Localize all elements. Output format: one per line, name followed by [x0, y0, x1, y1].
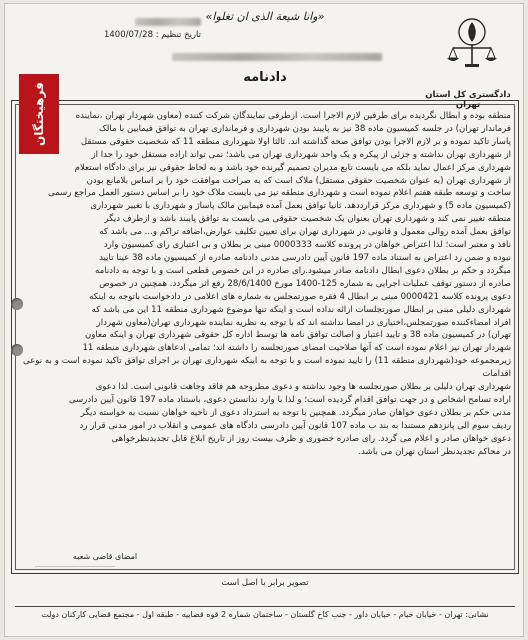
body-line: نافذ و معتبر است؛ لذا اعتراض خواهان در پرونده کلاسه 0000333 مبنی بر بطلان و بی اعتباری رای کمیسیون وارد [103, 240, 511, 251]
body-line: تهران) در کمیسیون ماده 38 و تایید اعتبار و اصالت توافق نامه ها توسط اداره کل حقوقی شهرداری تهران و اینکه معاون [84, 330, 511, 341]
document-page [4, 3, 524, 637]
footer-address: نشانی: تهران - خیابان خیام - خیابان داور - جنب کاخ گلستان - ساختمان شماره 2 قوه قضاییه - طبقه اول - مجتمع قضایی کارکنان دولت [41, 610, 489, 619]
body-line: اراده تسامح اشخاص و در جهت توافق اقدام گردیده است؛ و لذا با وارد ندانستن دعوی، باستناد ماده 197 قانون آیین دادرسی [68, 394, 511, 405]
body-line: شهرداری مرکز اعمال نماید بلکه می بایست تابع مدیران تصمیم گیرنده خود باشد و به لحاظ حقوقی نیز برای دادگاه استعلام [74, 162, 511, 173]
body-line: (کمیسیون ماده 5) و شهرداری مرکز قرارددهد. ثانیا توافق بعمل آمده فیمابین مالک پاساژ و شهرداری با تغییر شهرداری [90, 201, 511, 212]
body-line: در محاکم تجدیدنظر استان تهران می باشد. [358, 446, 511, 457]
body-line: مدنی حکم بر بطلان دعوی خواهان صادر میگردد. همچنین با توجه به استرداد دعوی از ناحیه خواهان نسبت به خواسته دیگر [80, 407, 511, 418]
scales-of-justice-icon [443, 12, 501, 70]
judiciary-name: دادگستری کل استان تهران [425, 90, 511, 110]
watermark-logo: فرهیختگان [19, 74, 59, 154]
body-line: صادره از دستور توقف عملیات اجرایی به شماره 125-1400 مورخ 28/6/1400 رفع اثر میگردد. همچنین در خصوص [99, 278, 511, 289]
certified-copy-note: تصویر برابر با اصل است [221, 578, 309, 588]
date-line [41, 29, 201, 42]
punch-hole [11, 344, 23, 356]
date-label: تاریخ تنظیم : [155, 30, 201, 40]
body-line: زیرمجموعه خود(شهرداری منطقه 11) را تایید نموده است و با توجه به اینکه شهرداری تهران بر اجرای توافق تاکید نموده است و به نوعی اقدامات [23, 356, 511, 380]
punch-hole [11, 298, 23, 310]
body-line: افراد امضاءکننده صورتمجلس،اختیاری در امضا نداشته اند که با توجه به نظریه نماینده شهرداری تهران(معاون شهردار [96, 317, 511, 328]
body-line: فرماندار تهران) در جلسه کمیسیون ماده 38 نیز به پایبند بودن شهرداری و فرمانداری تهران به توافق فیمابین با مالک [99, 123, 511, 134]
body-line: نبوده و ضمن رد اعتراض به استناد ماده 197 قانون آیین دادرسی مدنی دادنامه صادره از کمیسیون ماده 38 عینا تایید [99, 252, 511, 263]
body-line: منطقه تغییر نمی کند و شهرداری تهران بعنوان یک شخصیت حقوقی می بایست به توافق پایبند باشد و ازطرف دیگر [104, 214, 511, 225]
body-line: شهرداری تهران دلیلی بر بطلان صورتجلسه ها وجود نداشته و دعوی مطروحه هم فاقد وجاهت قانونی است. لذا دعوی [95, 382, 511, 393]
judge-signature-line: امضای قاضی شعبه [72, 552, 138, 561]
footer-divider [15, 606, 515, 607]
body-line: دعوی خواهان صادر و اعلام می گردد. رای صادره حضوری و ظرف بیست روز از تاریخ ابلاغ قابل تجدیدنظرخواهی [111, 433, 511, 444]
body-line: منطقه بوده و ابطال نگردیده برای طرفین لازم الاجرا است. ازطرفی نمایندگان شرکت کننده (معاون شهردار تهران ،نماینده [75, 111, 511, 121]
body-line: توافق بعمل آمده روالی معمول و قانونی در شهرداری تهران برای تعیین تکلیف عوارض،اضافه تراکم و... می باشد که [99, 227, 511, 238]
body-line: از شهرداری تهران (به عنوان شخصیت حقوقی مستقل) ملاک است که به صراحت موافقت خود را بر اساس بلامانع بودن [86, 175, 511, 186]
verdict-body [23, 110, 511, 542]
body-line: از شهرداری تهران نداشته و جزئی از پیکره و یک واحد شهرداری تهران می باشد؛ نمی تواند اراده مستقل خود را جدا از [91, 149, 511, 160]
document-title: دادنامه [243, 70, 287, 85]
body-line: ردیف سوم الی پانزدهم مستندا به بند ب ماده 107 قانون آیین دادرسی دادگاه های عمومی و انقلاب در امور مدنی قرار رد [79, 420, 511, 431]
body-line: ساخت و توسعه طبقه هفتم اعلام نموده است و شهرداری منطقه نیز می بایست ملاک خود را بر اساس دستور العمل مراجع رسمی [48, 188, 511, 199]
redacted-branch-text [172, 53, 382, 61]
date-block [41, 16, 201, 42]
date-value: 1400/07/28 [103, 30, 153, 40]
redacted-reference [41, 16, 201, 29]
body-line: میگردد و حکم بر بطلان دعوی ابطال دادنامه صادر میشود.رای صادره در این خصوص قطعی است و با توجه به دادنامه [95, 265, 511, 276]
body-line: دعوی پرونده کلاسه 0000421 مبنی بر ابطال 4 فقره صورتمجلس به شماره های اعلامی در دادخواست باتوجه به اینکه [89, 291, 511, 302]
body-line: شهردار تهران نیز اعلام نموده است که آنها صلاحیت امضای صورتجلسه را داشته اند؛ تمامی ادعاهای شهرداری منطقه 11 [82, 343, 511, 354]
header-motto: «وانا شیعة الذی ان تغلوا» [205, 10, 325, 23]
court-branch [125, 52, 425, 62]
body-line: پاسار تاکید نموده و بر لازم الاجرا بودن توافق صحه گذاشته اند. ثالثا اولا شهرداری منطقه 11 که شخصیت حقوقی مستقل [80, 136, 511, 147]
body-line: شهرداری دلیلی مبنی بر ابطال صورتجلسات ارائه نداده است و اینکه تنها موضوع شهرداری منطقه 11 این می باشد که [91, 304, 511, 315]
